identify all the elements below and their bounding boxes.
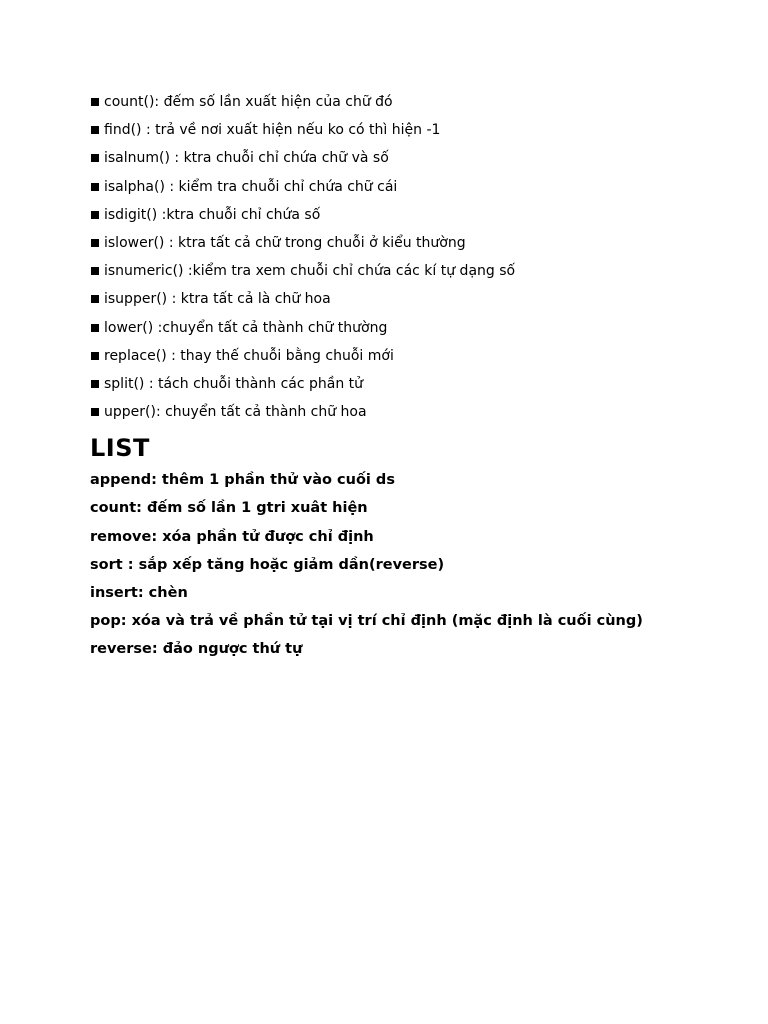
list-item: pop: xóa và trả về phần tử tại vị trí chỉ định (mặc định là cuối cùng) [90,613,643,630]
square-bullet-icon [91,324,99,332]
list-item-text: count(): đếm số lần xuất hiện của chữ đó [104,94,393,110]
list-item [90,229,730,257]
list-item: count: đếm số lần 1 gtri xuât hiện [90,500,368,517]
list-item [90,398,730,426]
square-bullet-icon [91,183,99,191]
list-item [90,88,730,116]
list-item [90,370,730,398]
list-item: append: thêm 1 phần thử vào cuối ds [90,472,395,489]
list-item-text: find() : trả về nơi xuất hiện nếu ko có thì hiện -1 [104,122,441,139]
square-bullet-icon [91,154,99,162]
list-item: remove: xóa phần tử được chỉ định [90,528,374,545]
square-bullet-icon [91,126,99,134]
list-item: reverse: đảo ngược thứ tự [90,641,303,658]
list-item [90,144,730,172]
list-item-text: replace() : thay thế chuỗi bằng chuỗi mới [104,347,394,364]
list-item [90,116,730,144]
square-bullet-icon [91,211,99,219]
list-item-text: isalnum() : ktra chuỗi chỉ chứa chữ và số [104,150,389,167]
string-methods-list [90,88,730,426]
square-bullet-icon [91,239,99,247]
list-item: insert: chèn [90,585,188,601]
list-item-text: isupper() : ktra tất cả là chữ hoa [104,291,331,308]
square-bullet-icon [91,380,99,388]
list-item [90,285,730,313]
list-item-text: islower() : ktra tất cả chữ trong chuỗi ở kiểu thường [104,234,466,251]
list-section-heading: LIST [90,434,150,463]
list-item: sort : sắp xếp tăng hoặc giảm dần(reverse) [90,556,445,573]
list-item [90,201,730,229]
list-item [90,342,730,370]
document-content [90,88,730,664]
square-bullet-icon [91,408,99,416]
square-bullet-icon [91,352,99,360]
square-bullet-icon [91,267,99,275]
list-item-text: isnumeric() :kiểm tra xem chuỗi chỉ chứa các kí tự dạng số [104,263,516,280]
list-item-text: isdigit() :ktra chuỗi chỉ chứa số [104,206,321,223]
list-item-text: upper(): chuyển tất cả thành chữ hoa [104,404,367,421]
list-item-text: split() : tách chuỗi thành các phần tử [104,375,364,392]
square-bullet-icon [91,295,99,303]
list-methods-list [90,466,730,663]
list-item [90,314,730,342]
list-item-text: isalpha() : kiểm tra chuỗi chỉ chứa chữ cái [104,178,398,195]
list-item [90,173,730,201]
square-bullet-icon [91,98,99,106]
list-item-text: lower() :chuyển tất cả thành chữ thường [104,319,388,336]
list-item [90,257,730,285]
